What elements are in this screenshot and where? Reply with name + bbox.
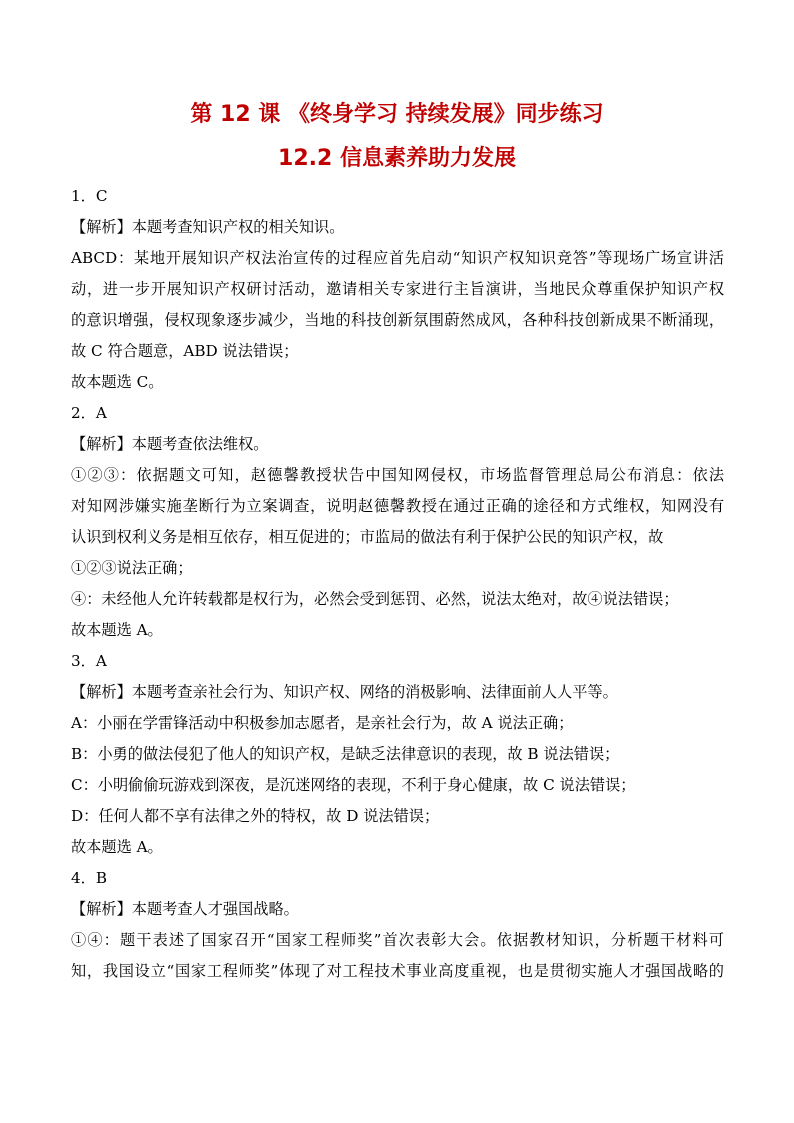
explanation-line: 知，我国设立“国家工程师奖”体现了对工程技术事业高度重视，也是贯彻实施人才强国战略的 xyxy=(71,962,724,980)
document-title: 第 12 课 《终身学习 持续发展》同步练习 xyxy=(190,102,604,127)
answer-number: 1．C xyxy=(71,187,108,205)
answer-body xyxy=(71,181,724,987)
conclusion-line: 故本题选 A。 xyxy=(71,838,163,856)
explanation-line: D：任何人都不享有法律之外的特权，故 D 说法错误； xyxy=(71,807,440,825)
explanation-line: 动，进一步开展知识产权研讨活动，邀请相关专家进行主旨演讲，当地民众尊重保护知识产权 xyxy=(71,280,724,298)
conclusion-line: 故本题选 C。 xyxy=(71,373,164,391)
explanation-line: 【解析】本题考查知识产权的相关知识。 xyxy=(71,218,345,236)
document-subtitle: 12.2 信息素养助力发展 xyxy=(278,146,516,171)
explanation-line: B：小勇的做法侵犯了他人的知识产权，是缺乏法律意识的表现，故 B 说法错误； xyxy=(71,745,620,763)
explanation-line: 对知网涉嫌实施垄断行为立案调查，说明赵德馨教授在通过正确的途径和方式维权，知网没有 xyxy=(71,497,724,515)
explanation-line: ①②③：依据题文可知，赵德馨教授状告中国知网侵权，市场监督管理总局公布消息：依法 xyxy=(71,466,724,484)
explanation-line: C：小明偷偷玩游戏到深夜，是沉迷网络的表现，不利于身心健康，故 C 说法错误； xyxy=(71,776,636,794)
explanation-line: 的意识增强，侵权现象逐步减少，当地的科技创新氛围蔚然成风，各种科技创新成果不断涌现， xyxy=(71,311,724,329)
explanation-line: A：小丽在学雷锋活动中积极参加志愿者，是亲社会行为，故 A 说法正确； xyxy=(71,714,574,732)
answer-number: 2．A xyxy=(71,404,107,422)
explanation-line: ④：未经他人允许转载都是权行为，必然会受到惩罚、必然，说法太绝对，故④说法错误； xyxy=(71,590,679,608)
explanation-line: 【解析】本题考查人才强国战略。 xyxy=(71,900,299,918)
explanation-line: ①②③说法正确； xyxy=(71,559,193,577)
explanation-line: ①④：题干表述了国家召开“国家工程师奖”首次表彰大会。依据教材知识，分析题干材料可 xyxy=(71,931,724,949)
explanation-line: 【解析】本题考查亲社会行为、知识产权、网络的消极影响、法律面前人人平等。 xyxy=(71,683,618,701)
conclusion-line: 故本题选 A。 xyxy=(71,621,163,639)
explanation-line: 故 C 符合题意，ABD 说法错误； xyxy=(71,342,299,360)
explanation-line: 【解析】本题考查依法维权。 xyxy=(71,435,269,453)
answer-number: 4．B xyxy=(71,869,108,887)
explanation-line: 认识到权利义务是相互依存，相互促进的；市监局的做法有利于保护公民的知识产权，故 xyxy=(71,528,664,546)
answer-number: 3．A xyxy=(71,652,107,670)
explanation-line: ABCD：某地开展知识产权法治宣传的过程应首先启动“知识产权知识竞答”等现场广场宣讲活 xyxy=(71,249,724,267)
